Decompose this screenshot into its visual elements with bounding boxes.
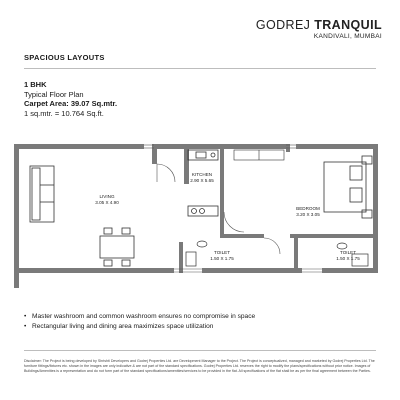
brand-title <box>256 18 382 32</box>
room-bedroom-size: 3.20 X 3.05 <box>296 212 320 217</box>
sofa <box>30 166 54 222</box>
carpet-area: Carpet Area: 39.07 Sq.mtr. <box>24 99 118 108</box>
bed <box>324 156 372 218</box>
unit-type: 1 BHK <box>24 80 47 89</box>
unit-specs <box>24 80 117 118</box>
feature-text: Rectangular living and dining area maximizes space utilization <box>32 323 214 330</box>
divider <box>24 68 376 69</box>
wardrobe <box>234 150 284 160</box>
brand-subtitle: KANDIVALI, MUMBAI <box>313 33 382 40</box>
floor-plan <box>12 142 388 297</box>
brand-title-light: GODREJ <box>255 18 315 32</box>
doors <box>157 164 280 254</box>
room-living-size: 3.05 X 4.90 <box>95 200 119 205</box>
feature-item <box>24 322 255 332</box>
dining-table <box>100 228 134 266</box>
brand-logo <box>256 18 382 40</box>
bullet: • <box>24 323 27 330</box>
disclaimer: Disclaimer: The Project is being developed by Shrishti Developers and Godrej Properties Ltd. are Development Manager to the Project. The Project is conceptualized, managed and marketed by Godrej Properties Ltd. The furniture fittings/fixtures etc. shown in the images are only indicative & are not part of the standard specifications. Godrej Properties Ltd. reserves the right to modify the plans/specifications without prior notice. Images of Buildings/Amenities is a representation and do not form part of the standard specifications/amenities/services to be provided in the flat. All specifications of the flat shall be as per the final agreement between the Parties. <box>24 359 375 373</box>
room-toilet-master-size: 1.50 X 1.75 <box>336 256 360 261</box>
room-toilet-common-size: 1.50 X 1.75 <box>210 256 234 261</box>
floor-plan-drawing <box>12 142 388 292</box>
room-toilet-master-name: TOILET <box>340 250 356 255</box>
feature-item <box>24 312 255 322</box>
bullet: • <box>24 313 27 320</box>
feature-text: Master washroom and common washroom ensures no compromise in space <box>32 313 256 320</box>
room-bedroom-name: BEDROOM <box>296 206 320 211</box>
divider <box>24 350 376 351</box>
plan-name: Typical Floor Plan <box>24 89 84 99</box>
room-toilet-common-name: TOILET <box>214 250 230 255</box>
room-living-name: LIVING <box>99 194 115 199</box>
kitchen-counter <box>188 150 218 216</box>
feature-list <box>24 312 255 332</box>
room-kitchen-size: 2.90 X 5.65 <box>190 178 214 183</box>
room-kitchen-name: KITCHEN <box>191 172 213 177</box>
section-title: SPACIOUS LAYOUTS <box>24 53 105 62</box>
brand-title-bold: TRANQUIL <box>314 18 382 32</box>
area-conversion: 1 sq.mtr. = 10.764 Sq.ft. <box>24 108 104 118</box>
